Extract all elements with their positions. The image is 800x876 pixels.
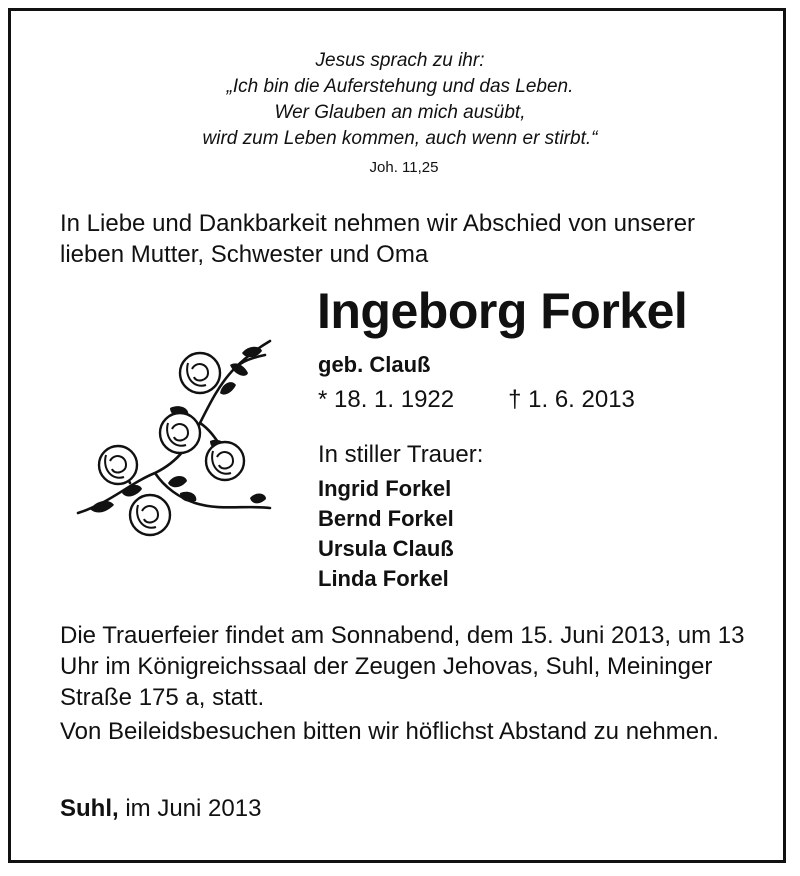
- life-dates: [318, 386, 635, 414]
- condolence-note: Von Beileidsbesuchen bitten wir höflichst Abstand zu nehmen.: [60, 718, 720, 745]
- quote-line: „Ich bin die Auferstehung und das Leben.: [226, 76, 574, 97]
- bible-quote: [0, 48, 800, 181]
- birth-date: * 18. 1. 1922: [318, 386, 455, 413]
- deceased-name: Ingeborg Forkel: [317, 283, 688, 339]
- mourner-name: Ursula Clauß: [318, 536, 454, 561]
- place-date: [60, 795, 261, 823]
- mourner-name: Linda Forkel: [318, 566, 449, 591]
- quote-line: Wer Glauben an mich ausübt,: [274, 102, 526, 123]
- mourning-label: In stiller Trauer:: [318, 441, 484, 468]
- place-city: Suhl,: [60, 795, 119, 822]
- mourner-name: Ingrid Forkel: [318, 476, 452, 501]
- intro-text: In Liebe und Dankbarkeit nehmen wir Abschied von unserer lieben Mutter, Schwester und Oma: [60, 210, 696, 268]
- funeral-info: Die Trauerfeier findet am Sonnabend, dem 15. Juni 2013, um 13 Uhr im Königreichssaal der Zeugen Jehovas, Suhl, Meininger Straße 175 a, statt.: [60, 622, 745, 711]
- quote-reference: Joh. 11,25: [369, 159, 439, 176]
- roses-icon: [70, 333, 285, 543]
- mourner-name: Bernd Forkel: [318, 506, 454, 531]
- mourners-list: [318, 474, 454, 594]
- quote-line: wird zum Leben kommen, auch wenn er stirbt.“: [202, 128, 598, 149]
- maiden-name: geb. Clauß: [318, 352, 431, 377]
- death-date: † 1. 6. 2013: [508, 386, 635, 413]
- place-month: im Juni 2013: [125, 795, 262, 822]
- quote-line: Jesus sprach zu ihr:: [315, 50, 485, 71]
